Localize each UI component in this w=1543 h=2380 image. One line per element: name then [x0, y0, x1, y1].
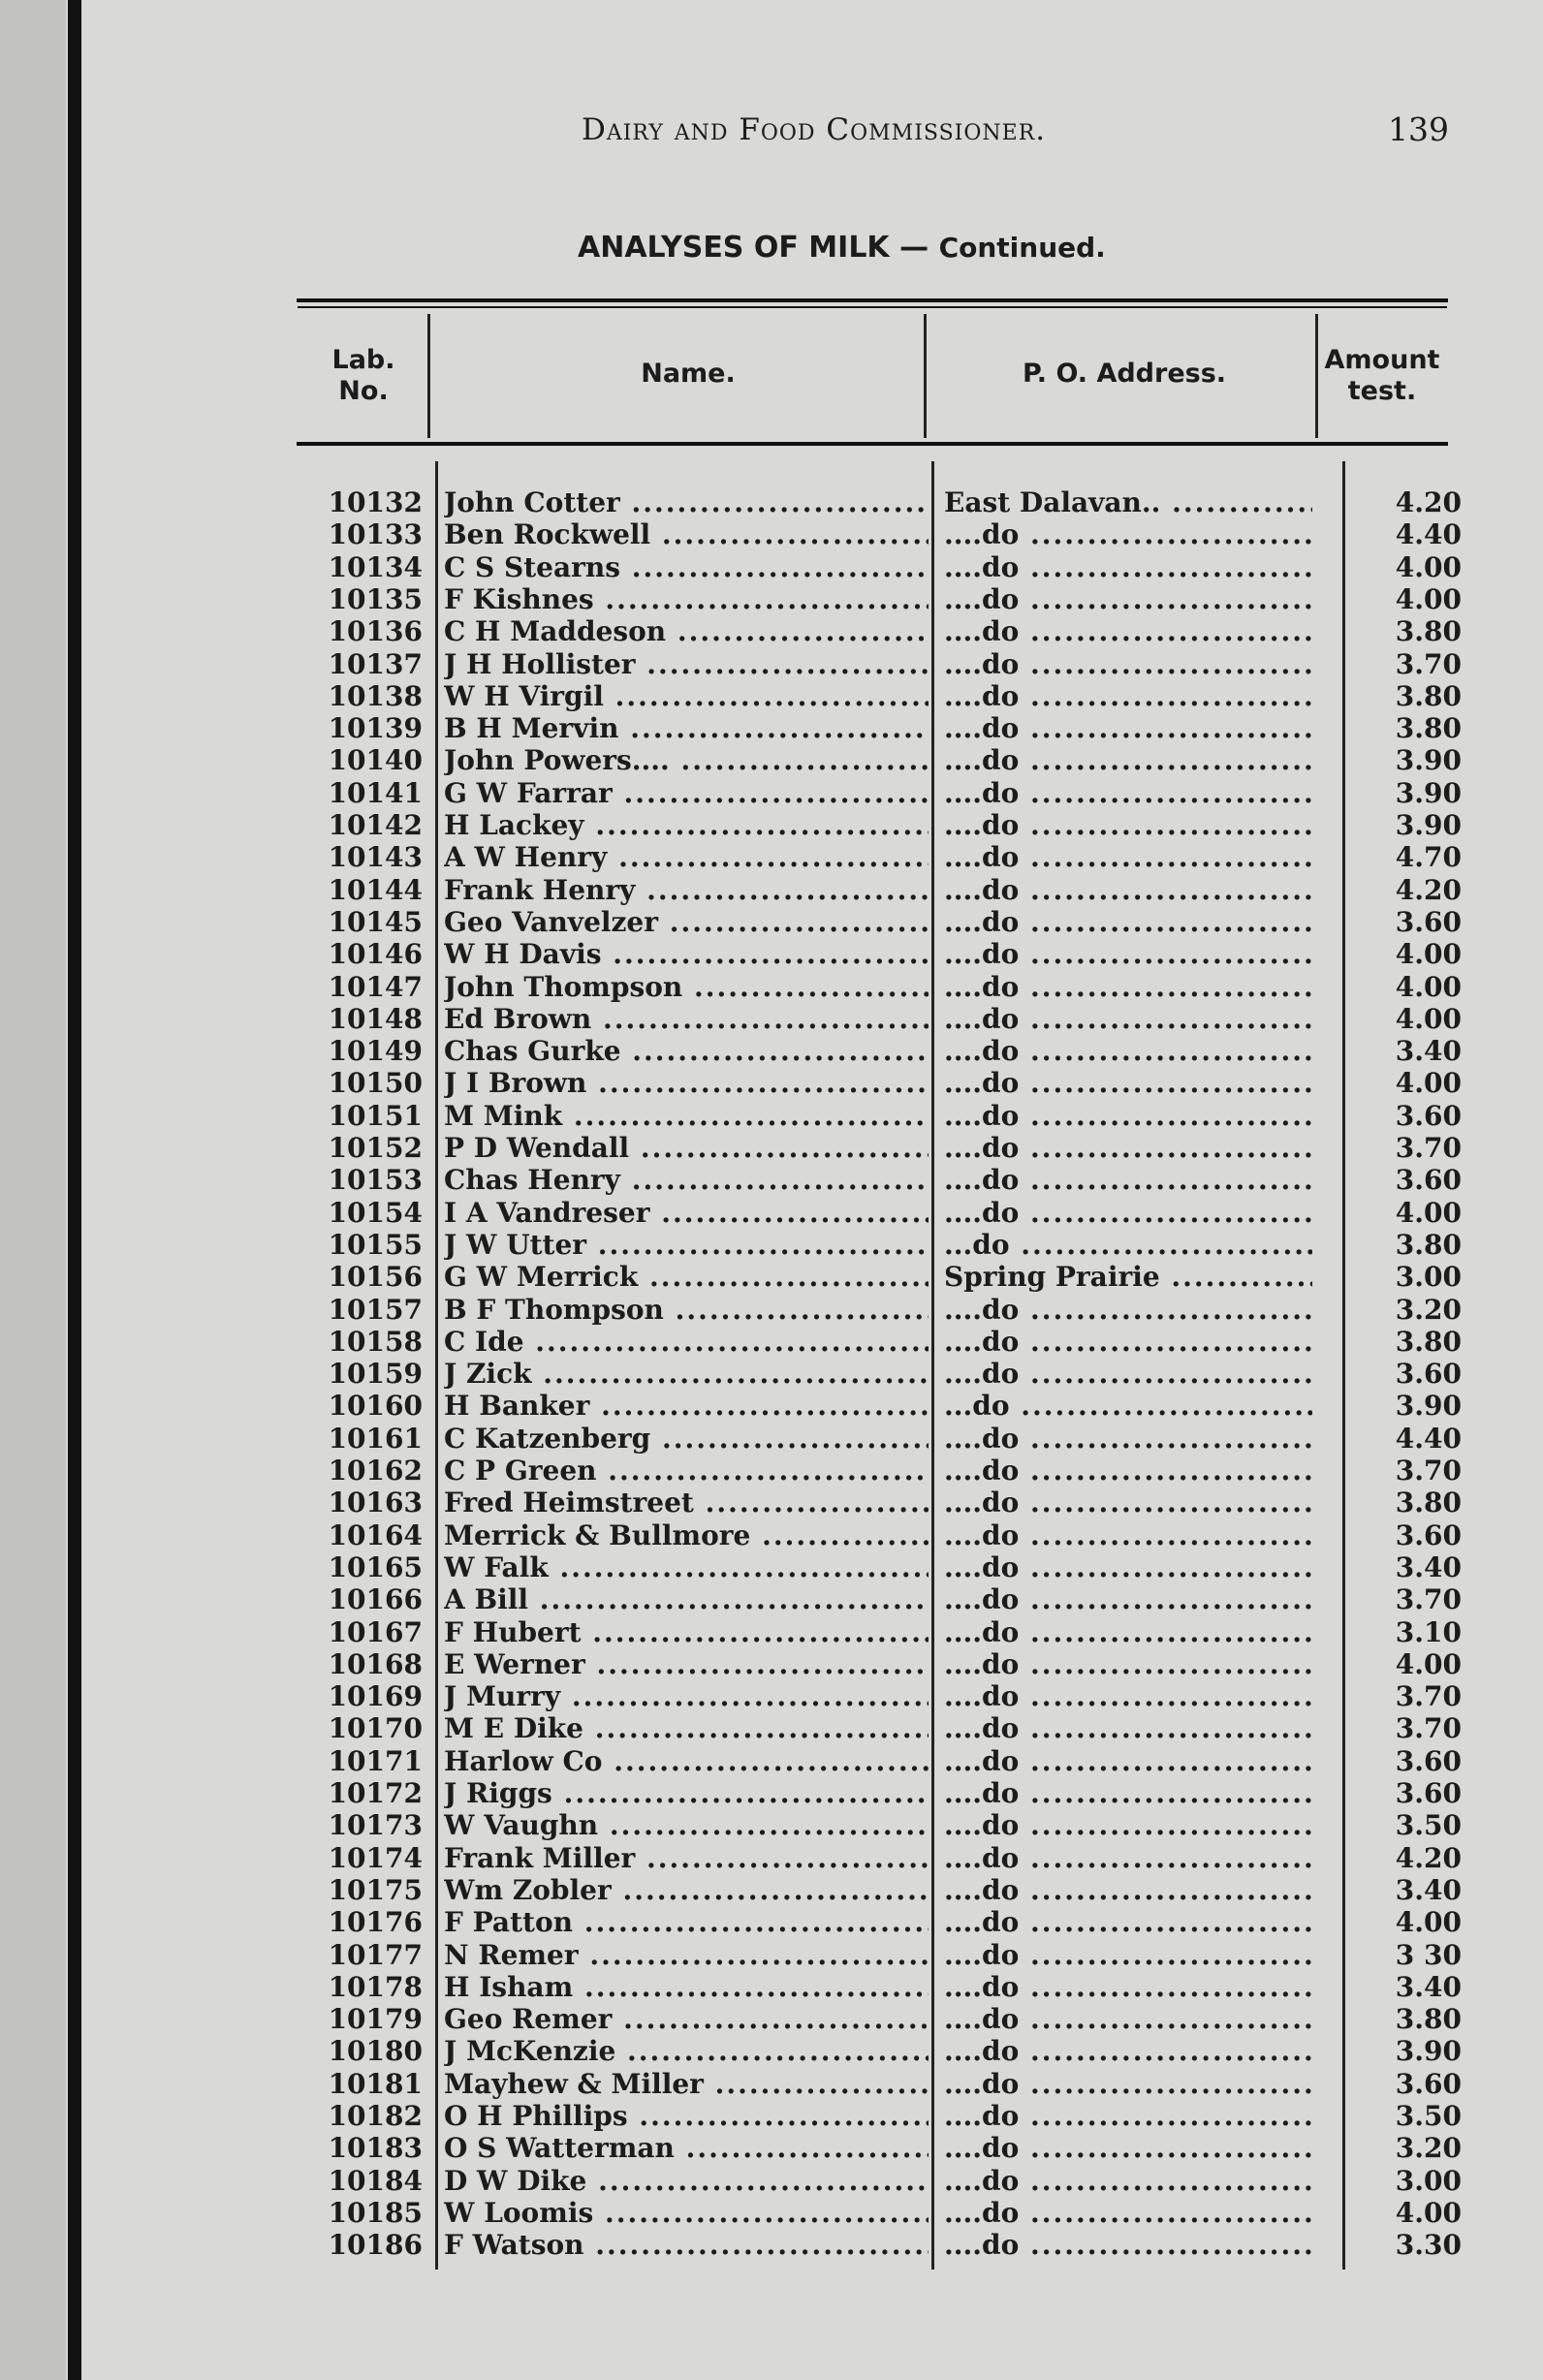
- address-cell: ....do .....: [944, 1294, 1312, 1326]
- lab-number-cell: 10170: [328, 1712, 423, 1745]
- lab-number-cell: 10165: [328, 1550, 423, 1583]
- amount-cell: 3.80: [1395, 1325, 1462, 1358]
- address-cell: East Dalavan.. .....: [944, 486, 1312, 518]
- address-cell: ....do .....: [944, 1487, 1312, 1519]
- lab-number-cell: 10182: [328, 2100, 423, 2132]
- name-cell: O H Phillips .....: [444, 2100, 929, 2132]
- amount-cell: 3.40: [1395, 1035, 1462, 1068]
- amount-cell: 4.00: [1395, 582, 1462, 615]
- lab-number-cell: 10158: [328, 1325, 423, 1358]
- name-cell: C S Stearns .....: [444, 551, 929, 583]
- address-cell: ....do .....: [944, 2197, 1312, 2229]
- amount-cell: 4.70: [1395, 841, 1462, 874]
- address-cell: ....do .....: [944, 1842, 1312, 1874]
- name-cell: W Loomis .....: [444, 2197, 929, 2229]
- lab-number-cell: 10137: [328, 647, 423, 680]
- table-row: [0, 1423, 1462, 1455]
- header-divider: [427, 314, 430, 438]
- table-row: [0, 1745, 1462, 1777]
- name-cell: W Falk .....: [444, 1551, 929, 1583]
- amount-cell: 3.70: [1395, 1712, 1462, 1745]
- table-title-main: ANALYSES OF MILK —: [578, 231, 929, 265]
- amount-cell: 4.00: [1395, 1647, 1462, 1680]
- lab-number-cell: 10154: [328, 1196, 423, 1229]
- lab-number-cell: 10160: [328, 1390, 423, 1423]
- lab-number-cell: 10169: [328, 1680, 423, 1713]
- address-cell: ....do .....: [944, 841, 1312, 873]
- table-row: [0, 1035, 1462, 1067]
- table-row: [0, 2100, 1462, 2132]
- table-row: [0, 1132, 1462, 1164]
- address-cell: ....do .....: [944, 1164, 1312, 1196]
- name-cell: G W Merrick .....: [444, 1261, 929, 1293]
- running-head: Dairy and Food Commissioner.: [582, 112, 1047, 147]
- address-cell: ....do .....: [944, 712, 1312, 744]
- amount-cell: 3.90: [1395, 1390, 1462, 1423]
- name-cell: C P Green .....: [444, 1455, 929, 1487]
- amount-cell: 3.70: [1395, 1455, 1462, 1487]
- address-cell: ....do .....: [944, 1939, 1312, 1971]
- amount-cell: 3.30: [1395, 2229, 1462, 2262]
- table-title: [578, 231, 1106, 265]
- amount-cell: 3.60: [1395, 1099, 1462, 1132]
- lab-number-cell: 10136: [328, 615, 423, 648]
- address-cell: ....do .....: [944, 1712, 1312, 1744]
- address-cell: ....do .....: [944, 2035, 1312, 2067]
- amount-cell: 3.80: [1395, 1487, 1462, 1519]
- header-bottom-rule: [297, 442, 1448, 446]
- address-cell: ....do .....: [944, 2003, 1312, 2035]
- table-row: [0, 1971, 1462, 2003]
- column-header-name: Name.: [641, 359, 736, 389]
- table-row: [0, 2165, 1462, 2197]
- lab-number-cell: 10148: [328, 1002, 423, 1035]
- column-header-amount: Amount test.: [1324, 345, 1440, 406]
- name-cell: Merrick & Bullmore .....: [444, 1519, 929, 1551]
- lab-number-cell: 10155: [328, 1228, 423, 1261]
- address-cell: ....do .....: [944, 1067, 1312, 1099]
- address-cell: ....do .....: [944, 777, 1312, 809]
- amount-cell: 3.00: [1395, 2164, 1462, 2197]
- amount-cell: 3.20: [1395, 1293, 1462, 1326]
- amount-cell: 3.90: [1395, 776, 1462, 809]
- lab-number-cell: 10134: [328, 550, 423, 583]
- lab-number-cell: 10178: [328, 1970, 423, 2003]
- lab-number-cell: 10132: [328, 486, 423, 518]
- table-row: [0, 1551, 1462, 1583]
- address-cell: ....do .....: [944, 2068, 1312, 2100]
- address-cell: ....do .....: [944, 906, 1312, 938]
- table-row: [0, 1358, 1462, 1390]
- name-cell: Geo Remer .....: [444, 2003, 929, 2035]
- amount-cell: 3.20: [1395, 2132, 1462, 2165]
- lab-number-cell: 10172: [328, 1777, 423, 1809]
- address-cell: ....do .....: [944, 809, 1312, 841]
- column-header-lab-no: Lab. No.: [331, 345, 395, 406]
- amount-cell: 3.90: [1395, 744, 1462, 777]
- address-cell: ....do .....: [944, 615, 1312, 647]
- table-row: [0, 712, 1462, 744]
- table-row: [0, 1197, 1462, 1229]
- name-cell: Fred Heimstreet .....: [444, 1487, 929, 1519]
- lab-number-cell: 10186: [328, 2229, 423, 2262]
- name-cell: Chas Henry .....: [444, 1164, 929, 1196]
- name-cell: A W Henry .....: [444, 841, 929, 873]
- table-row: [0, 1616, 1462, 1648]
- table-row: [0, 1261, 1462, 1293]
- table-row: [0, 2132, 1462, 2164]
- lab-number-cell: 10164: [328, 1519, 423, 1551]
- address-cell: ....do .....: [944, 2229, 1312, 2261]
- name-cell: W H Davis .....: [444, 938, 929, 970]
- table-row: [0, 551, 1462, 583]
- name-cell: F Hubert .....: [444, 1616, 929, 1648]
- name-cell: C H Maddeson .....: [444, 615, 929, 647]
- header-divider: [1315, 314, 1318, 438]
- lab-number-cell: 10183: [328, 2132, 423, 2165]
- table-row: [0, 1003, 1462, 1035]
- name-cell: O S Watterman .....: [444, 2132, 929, 2164]
- name-cell: W Vaughn .....: [444, 1809, 929, 1841]
- page-number: 139: [1388, 110, 1449, 148]
- name-cell: J Zick .....: [444, 1358, 929, 1390]
- amount-cell: 3.90: [1395, 809, 1462, 841]
- name-cell: J W Utter .....: [444, 1229, 929, 1261]
- amount-cell: 3.80: [1395, 615, 1462, 648]
- table-row: [0, 1842, 1462, 1874]
- lab-number-cell: 10133: [328, 518, 423, 551]
- table-row: [0, 874, 1462, 906]
- name-cell: H Lackey .....: [444, 809, 929, 841]
- table-row: [0, 1229, 1462, 1261]
- amount-cell: 3.50: [1395, 1809, 1462, 1842]
- address-cell: ....do .....: [944, 1583, 1312, 1615]
- address-cell: ....do .....: [944, 1455, 1312, 1487]
- address-cell: ....do .....: [944, 1326, 1312, 1358]
- address-cell: ....do .....: [944, 971, 1312, 1003]
- amount-cell: 3.60: [1395, 1744, 1462, 1777]
- address-cell: ....do .....: [944, 874, 1312, 906]
- name-cell: A Bill .....: [444, 1583, 929, 1615]
- name-cell: J Murry .....: [444, 1680, 929, 1712]
- lab-number-cell: 10143: [328, 841, 423, 874]
- lab-number-cell: 10181: [328, 2067, 423, 2100]
- amount-cell: 3.90: [1395, 2035, 1462, 2068]
- name-cell: F Patton .....: [444, 1906, 929, 1938]
- address-cell: ....do .....: [944, 551, 1312, 583]
- name-cell: Frank Henry .....: [444, 874, 929, 906]
- table-row: [0, 486, 1462, 518]
- name-cell: H Banker .....: [444, 1390, 929, 1422]
- table-row: [0, 2197, 1462, 2229]
- name-cell: C Katzenberg .....: [444, 1423, 929, 1455]
- lab-number-cell: 10159: [328, 1358, 423, 1391]
- address-cell: ....do .....: [944, 1423, 1312, 1455]
- amount-cell: 4.00: [1395, 1002, 1462, 1035]
- address-cell: ....do .....: [944, 1616, 1312, 1648]
- address-cell: ....do .....: [944, 744, 1312, 776]
- amount-cell: 4.20: [1395, 1841, 1462, 1874]
- address-cell: ....do .....: [944, 2165, 1312, 2197]
- amount-cell: 3.60: [1395, 2067, 1462, 2100]
- header-divider: [924, 314, 927, 438]
- amount-cell: 3.80: [1395, 1228, 1462, 1261]
- address-cell: ....do .....: [944, 1971, 1312, 2003]
- lab-number-cell: 10184: [328, 2164, 423, 2197]
- table-row: [0, 1519, 1462, 1551]
- amount-cell: 4.00: [1395, 1196, 1462, 1229]
- table-row: [0, 1906, 1462, 1938]
- name-cell: M Mink .....: [444, 1100, 929, 1132]
- amount-cell: 3.70: [1395, 1680, 1462, 1713]
- amount-cell: 3.10: [1395, 1615, 1462, 1648]
- lab-number-cell: 10149: [328, 1035, 423, 1068]
- table-row: [0, 1100, 1462, 1132]
- table-row: [0, 1809, 1462, 1841]
- address-cell: ....do .....: [944, 1519, 1312, 1551]
- table-row: [0, 518, 1462, 550]
- lab-number-cell: 10146: [328, 938, 423, 971]
- table-row: [0, 1326, 1462, 1358]
- address-cell: ....do .....: [944, 583, 1312, 615]
- lab-number-cell: 10177: [328, 1938, 423, 1971]
- table-row: [0, 809, 1462, 841]
- amount-cell: 4.00: [1395, 970, 1462, 1003]
- name-cell: H Isham .....: [444, 1971, 929, 2003]
- lab-number-cell: 10156: [328, 1261, 423, 1294]
- amount-cell: 3.60: [1395, 1358, 1462, 1391]
- lab-number-cell: 10151: [328, 1099, 423, 1132]
- table-row: [0, 1680, 1462, 1712]
- amount-cell: 3.40: [1395, 1550, 1462, 1583]
- lab-number-cell: 10162: [328, 1455, 423, 1487]
- table-row: [0, 777, 1462, 809]
- lab-number-cell: 10145: [328, 905, 423, 938]
- lab-number-cell: 10142: [328, 809, 423, 841]
- amount-cell: 3.70: [1395, 1132, 1462, 1164]
- name-cell: Chas Gurke .....: [444, 1035, 929, 1067]
- address-cell: ....do .....: [944, 1906, 1312, 1938]
- amount-cell: 3.40: [1395, 1970, 1462, 2003]
- name-cell: C Ide .....: [444, 1326, 929, 1358]
- lab-number-cell: 10144: [328, 873, 423, 906]
- amount-cell: 3.00: [1395, 1261, 1462, 1294]
- address-cell: ...do .....: [944, 1229, 1312, 1261]
- table-title-continued: Continued.: [938, 232, 1106, 264]
- amount-cell: 3.60: [1395, 1164, 1462, 1197]
- address-cell: ....do .....: [944, 1551, 1312, 1583]
- address-cell: ....do .....: [944, 1358, 1312, 1390]
- name-cell: Wm Zobler .....: [444, 1874, 929, 1906]
- amount-cell: 4.00: [1395, 550, 1462, 583]
- name-cell: Ben Rockwell .....: [444, 518, 929, 550]
- lab-number-cell: 10147: [328, 970, 423, 1003]
- address-cell: ....do .....: [944, 1745, 1312, 1777]
- name-cell: Mayhew & Miller .....: [444, 2068, 929, 2100]
- amount-cell: 4.40: [1395, 518, 1462, 551]
- lab-number-cell: 10175: [328, 1873, 423, 1906]
- lab-number-cell: 10179: [328, 2003, 423, 2036]
- lab-number-cell: 10168: [328, 1647, 423, 1680]
- amount-cell: 3.80: [1395, 2003, 1462, 2036]
- table-row: [0, 1874, 1462, 1906]
- amount-cell: 3.60: [1395, 1519, 1462, 1551]
- name-cell: B H Mervin .....: [444, 712, 929, 744]
- amount-cell: 4.00: [1395, 2196, 1462, 2229]
- table-row: [0, 744, 1462, 776]
- table-row: [0, 906, 1462, 938]
- name-cell: W H Virgil .....: [444, 680, 929, 712]
- amount-cell: 3.60: [1395, 905, 1462, 938]
- lab-number-cell: 10139: [328, 712, 423, 745]
- name-cell: Harlow Co .....: [444, 1745, 929, 1777]
- name-cell: F Watson .....: [444, 2229, 929, 2261]
- amount-cell: 4.00: [1395, 1067, 1462, 1100]
- name-cell: G W Farrar .....: [444, 777, 929, 809]
- amount-cell: 3.40: [1395, 1873, 1462, 1906]
- table-row: [0, 648, 1462, 680]
- table-row: [0, 938, 1462, 970]
- name-cell: John Cotter .....: [444, 486, 929, 518]
- lab-number-cell: 10141: [328, 776, 423, 809]
- address-cell: ....do .....: [944, 518, 1312, 550]
- amount-cell: 3.60: [1395, 1777, 1462, 1809]
- lab-number-cell: 10173: [328, 1809, 423, 1842]
- amount-cell: 4.40: [1395, 1422, 1462, 1455]
- table-row: [0, 1390, 1462, 1422]
- amount-cell: 4.20: [1395, 873, 1462, 906]
- lab-number-cell: 10171: [328, 1744, 423, 1777]
- lab-number-cell: 10167: [328, 1615, 423, 1648]
- address-cell: ....do .....: [944, 680, 1312, 712]
- address-cell: ....do .....: [944, 648, 1312, 680]
- table-row: [0, 615, 1462, 647]
- amount-cell: 4.20: [1395, 486, 1462, 518]
- lab-number-cell: 10150: [328, 1067, 423, 1100]
- table-row: [0, 841, 1462, 873]
- name-cell: Frank Miller .....: [444, 1842, 929, 1874]
- amount-cell: 3 30: [1395, 1938, 1462, 1971]
- name-cell: John Thompson .....: [444, 971, 929, 1003]
- name-cell: J I Brown .....: [444, 1067, 929, 1099]
- table-row: [0, 1777, 1462, 1809]
- address-cell: ....do .....: [944, 1003, 1312, 1035]
- address-cell: ....do .....: [944, 2132, 1312, 2164]
- amount-cell: 3.50: [1395, 2100, 1462, 2132]
- table-row: [0, 1583, 1462, 1615]
- name-cell: J Riggs .....: [444, 1777, 929, 1809]
- lab-number-cell: 10174: [328, 1841, 423, 1874]
- name-cell: E Werner .....: [444, 1648, 929, 1680]
- address-cell: ....do .....: [944, 2100, 1312, 2132]
- name-cell: N Remer .....: [444, 1939, 929, 1971]
- amount-cell: 3.80: [1395, 712, 1462, 745]
- column-header-address: P. O. Address.: [1022, 359, 1227, 389]
- table-row: [0, 2003, 1462, 2035]
- lab-number-cell: 10163: [328, 1487, 423, 1519]
- table-row: [0, 1067, 1462, 1099]
- table-row: [0, 1164, 1462, 1196]
- amount-cell: 3.70: [1395, 647, 1462, 680]
- lab-number-cell: 10161: [328, 1422, 423, 1455]
- address-cell: ....do .....: [944, 1100, 1312, 1132]
- lab-number-cell: 10166: [328, 1583, 423, 1616]
- address-cell: ....do .....: [944, 1809, 1312, 1841]
- name-cell: M E Dike .....: [444, 1712, 929, 1744]
- address-cell: ....do .....: [944, 1874, 1312, 1906]
- table-row: [0, 2035, 1462, 2067]
- name-cell: J H Hollister .....: [444, 648, 929, 680]
- address-cell: ....do .....: [944, 1132, 1312, 1164]
- table-row: [0, 2068, 1462, 2100]
- name-cell: Geo Vanvelzer .....: [444, 906, 929, 938]
- lab-number-cell: 10176: [328, 1906, 423, 1939]
- name-cell: D W Dike .....: [444, 2165, 929, 2197]
- address-cell: ....do .....: [944, 938, 1312, 970]
- lab-number-cell: 10138: [328, 679, 423, 712]
- lab-number-cell: 10152: [328, 1132, 423, 1164]
- lab-number-cell: 10180: [328, 2035, 423, 2068]
- lab-number-cell: 10153: [328, 1164, 423, 1197]
- table-row: [0, 1648, 1462, 1680]
- address-cell: Spring Prairie .....: [944, 1261, 1312, 1293]
- amount-cell: 4.00: [1395, 1906, 1462, 1939]
- table-row: [0, 971, 1462, 1003]
- name-cell: J McKenzie .....: [444, 2035, 929, 2067]
- address-cell: ....do .....: [944, 1777, 1312, 1809]
- lab-number-cell: 10157: [328, 1293, 423, 1326]
- lab-number-cell: 10185: [328, 2196, 423, 2229]
- table-row: [0, 1487, 1462, 1519]
- address-cell: ...do .....: [944, 1390, 1312, 1422]
- name-cell: F Kishnes .....: [444, 583, 929, 615]
- address-cell: ....do .....: [944, 1648, 1312, 1680]
- amount-cell: 4.00: [1395, 938, 1462, 971]
- table-row: [0, 2229, 1462, 2261]
- address-cell: ....do .....: [944, 1035, 1312, 1067]
- name-cell: I A Vandreser .....: [444, 1197, 929, 1229]
- table-row: [0, 680, 1462, 712]
- table-row: [0, 1294, 1462, 1326]
- table-row: [0, 1455, 1462, 1487]
- table-row: [0, 1712, 1462, 1744]
- name-cell: John Powers.... .....: [444, 744, 929, 776]
- name-cell: P D Wendall .....: [444, 1132, 929, 1164]
- address-cell: ....do .....: [944, 1680, 1312, 1712]
- table-top-rule: [297, 298, 1448, 302]
- table-row: [0, 583, 1462, 615]
- amount-cell: 3.80: [1395, 679, 1462, 712]
- lab-number-cell: 10135: [328, 582, 423, 615]
- lab-number-cell: 10140: [328, 744, 423, 777]
- name-cell: Ed Brown .....: [444, 1003, 929, 1035]
- name-cell: B F Thompson .....: [444, 1294, 929, 1326]
- address-cell: ....do .....: [944, 1197, 1312, 1229]
- amount-cell: 3.70: [1395, 1583, 1462, 1616]
- table-row: [0, 1939, 1462, 1971]
